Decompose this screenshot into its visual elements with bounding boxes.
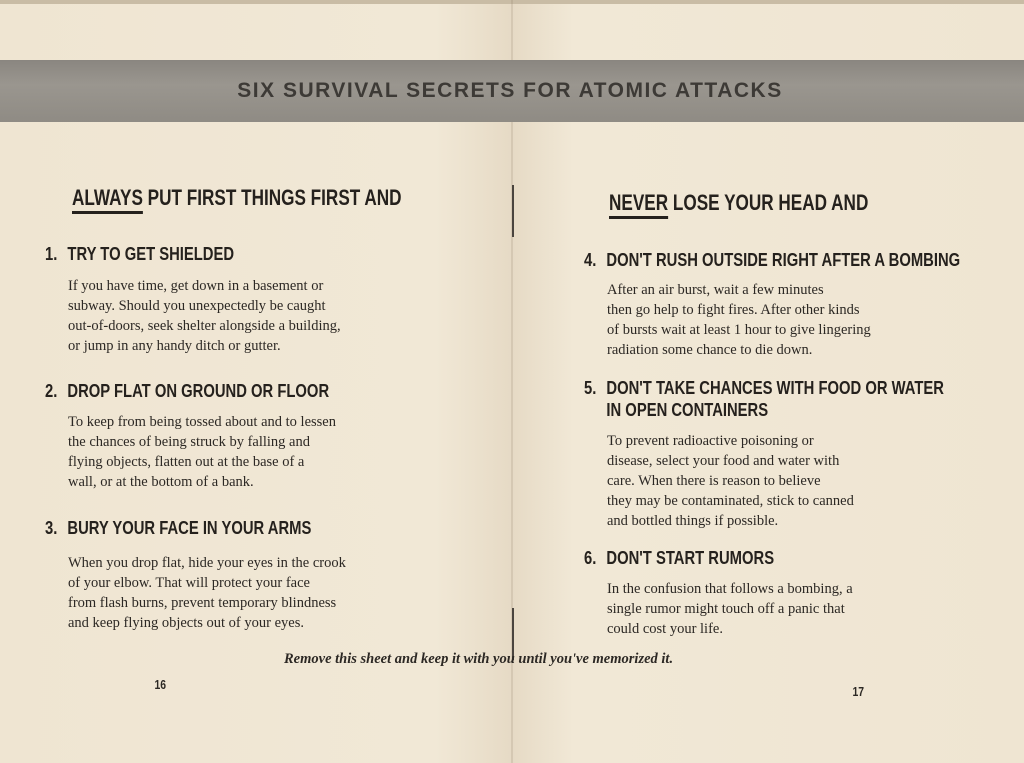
item-body-5 (607, 431, 854, 531)
item-heading-5 (584, 377, 944, 421)
item-body-1 (68, 276, 341, 356)
body-line: from flash burns, prevent temporary blindness (68, 595, 337, 611)
fold-mark-top (512, 185, 514, 237)
body-line: of your elbow. That will protect your face (68, 575, 310, 591)
body-line: In the confusion that follows a bombing, a (607, 581, 853, 597)
body-line: and bottled things if possible. (607, 513, 779, 529)
footer-note: Remove this sheet and keep it with you until you've memorized it. (284, 651, 674, 667)
item-title-2: DROP FLAT ON GROUND OR FLOOR (67, 380, 330, 401)
item-title-5-continued: IN OPEN CONTAINERS (606, 399, 769, 420)
body-line: wall, or at the bottom of a bank. (68, 474, 254, 490)
body-line: flying objects, flatten out at the base of a (68, 454, 305, 470)
body-line: out-of-doors, seek shelter alongside a building, (68, 318, 341, 334)
item-body-6 (607, 579, 853, 639)
body-line: subway. Should you unexpectedly be caught (68, 298, 326, 314)
item-body-2 (68, 412, 336, 492)
item-title-6: DON'T START RUMORS (606, 547, 775, 568)
item-number-1: 1. (45, 243, 58, 264)
body-line: After an air burst, wait a few minutes (607, 282, 824, 298)
body-line: To prevent radioactive poisoning or (607, 433, 814, 449)
item-title-1: TRY TO GET SHIELDED (67, 243, 235, 264)
left-section-rest: PUT FIRST THINGS FIRST AND (142, 185, 402, 210)
body-line: If you have time, get down in a basement or (68, 278, 324, 294)
body-line: they may be contaminated, stick to canned (607, 493, 854, 509)
body-line: or jump in any handy ditch or gutter. (68, 338, 281, 354)
left-section-emphasis: ALWAYS (72, 185, 143, 210)
right-section-heading (609, 190, 868, 216)
body-line: care. When there is reason to believe (607, 473, 821, 489)
item-title-5: DON'T TAKE CHANCES WITH FOOD OR WATER (606, 377, 944, 398)
item-number-3: 3. (45, 517, 58, 538)
page-number-right: 17 (852, 684, 865, 699)
body-line: radiation some chance to die down. (607, 342, 813, 358)
body-line: When you drop flat, hide your eyes in the crook (68, 555, 346, 571)
item-title-3: BURY YOUR FACE IN YOUR ARMS (67, 517, 312, 538)
item-number-5: 5. (584, 377, 597, 398)
body-line: single rumor might touch off a panic that (607, 601, 845, 617)
item-number-4: 4. (584, 249, 597, 270)
left-section-heading (72, 185, 402, 211)
item-heading-4 (584, 249, 960, 271)
item-body-3 (68, 553, 346, 633)
item-heading-3 (45, 517, 311, 539)
item-title-4: DON'T RUSH OUTSIDE RIGHT AFTER A BOMBING (606, 249, 961, 270)
item-number-2: 2. (45, 380, 58, 401)
body-line: then go help to fight fires. After other kinds (607, 302, 860, 318)
item-heading-6 (584, 547, 774, 569)
item-heading-1 (45, 243, 234, 265)
title-banner (0, 60, 1024, 122)
item-body-4 (607, 280, 871, 360)
body-line: and keep flying objects out of your eyes. (68, 615, 304, 631)
body-line: To keep from being tossed about and to lessen (68, 414, 336, 430)
banner-title: SIX SURVIVAL SECRETS FOR ATOMIC ATTACKS (237, 79, 783, 102)
body-line: of bursts wait at least 1 hour to give lingering (607, 322, 871, 338)
page-number-left: 16 (154, 677, 167, 692)
body-line: disease, select your food and water with (607, 453, 840, 469)
right-section-emphasis: NEVER (609, 190, 669, 215)
body-line: could cost your life. (607, 621, 723, 637)
item-number-6: 6. (584, 547, 597, 568)
body-line: the chances of being struck by falling and (68, 434, 310, 450)
right-section-rest: LOSE YOUR HEAD AND (668, 190, 869, 215)
item-heading-2 (45, 380, 329, 402)
